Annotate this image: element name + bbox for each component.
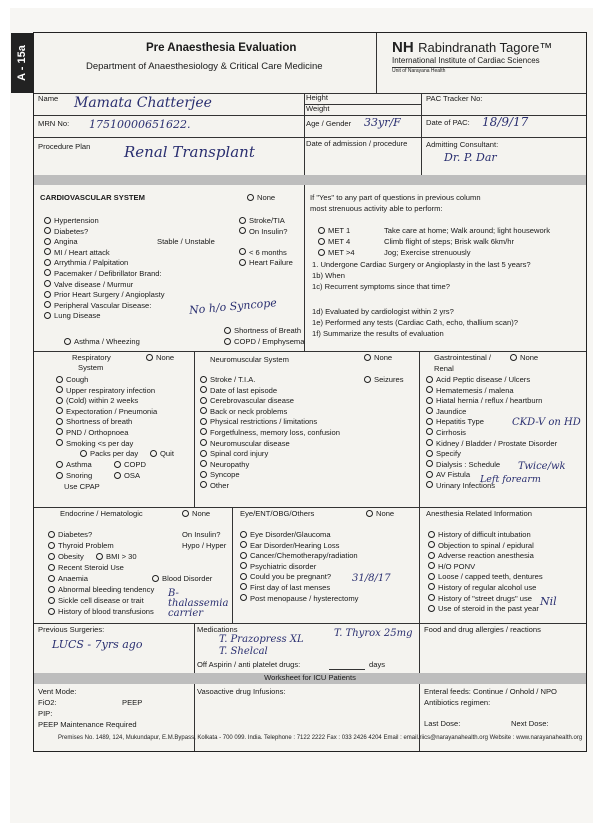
copd: COPD	[114, 460, 146, 471]
cardio-item: Angina	[44, 237, 165, 248]
neuro-item: Neuromuscular disease	[200, 439, 340, 450]
question-1e: 1e) Performed any tests (Cardiac Cath, echo, thallium scan)?	[312, 318, 518, 327]
gastro-item: Jaundice	[426, 407, 557, 418]
respiratory-item: Expectoration / Pneumonia	[56, 407, 157, 418]
fio2: FiO2:	[38, 698, 57, 707]
anaesthesia-item: Objection to spinal / epidural	[428, 541, 543, 552]
sickle-cell: Sickle cell disease or trait	[48, 596, 144, 607]
age-gender-label: Age / Gender	[306, 119, 352, 128]
cardio-item: Diabetes?	[44, 227, 165, 238]
copd-emphysema: COPD / Emphysema	[224, 337, 304, 348]
logo-mark: NH	[392, 39, 414, 56]
age-gender-value: 33yr/F	[364, 116, 401, 129]
questions-intro-1: If "Yes" to any part of questions in previous column	[310, 193, 481, 202]
anaesthesia-item: H/O PONV	[428, 562, 543, 573]
anaesthesia-item: History of regular alcohol use	[428, 583, 543, 594]
department-name: Department of Anaesthesiology & Critical Care Medicine	[86, 61, 323, 72]
respiratory-item: PND / Orthopnoea	[56, 428, 157, 439]
pip: PIP:	[38, 709, 53, 718]
allergies-label: Food and drug allergies / reactions	[424, 625, 541, 634]
obesity: Obesity	[48, 552, 84, 563]
question-1d: 1d) Evaluated by cardiologist within 2 yrs?	[312, 307, 454, 316]
name-label: Name	[38, 94, 59, 103]
last-dose: Last Dose:	[424, 719, 461, 728]
peep: PEEP	[122, 698, 143, 707]
met-gt4: MET >4	[318, 248, 355, 259]
snoring: Snoring	[56, 471, 92, 482]
gastro-item: AV Fistula	[426, 470, 557, 481]
neuro-none: None	[364, 353, 392, 364]
endocrine-diabetes: Diabetes?	[48, 530, 92, 541]
gastro-item: Hiatal hernia / reflux / heartburn	[426, 396, 557, 407]
asthma: Asthma	[56, 460, 92, 471]
next-dose: Next Dose:	[511, 719, 549, 728]
logo-name: Rabindranath Tagore™	[418, 40, 553, 55]
cardio-item: < 6 months	[239, 248, 293, 259]
anaesthesia-list	[428, 530, 543, 615]
blood-disorder: Blood Disorder	[152, 574, 212, 585]
question-1: 1. Undergone Cardiac Surgery or Angioplasty in the last 5 years?	[312, 260, 531, 269]
medication-1: T. Prazopress XL	[219, 634, 304, 645]
section-divider	[34, 175, 586, 185]
hospital-logo	[392, 39, 552, 74]
stable-unstable: Stable / Unstable	[157, 237, 215, 246]
asthma-wheezing: Asthma / Wheezing	[64, 337, 140, 348]
use-cpap: Use CPAP	[64, 482, 100, 491]
mrn-value: 17510000651622.	[89, 118, 191, 131]
bleeding-tendency: Abnormal bleeding tendency	[48, 585, 154, 596]
anaesthesia-item: Adverse reaction anesthesia	[428, 551, 543, 562]
surgeries-value: LUCS - 7yrs ago	[52, 638, 143, 651]
surgeries-label: Previous Surgeries:	[38, 625, 105, 634]
gastro-item: Hematemesis / malena	[426, 386, 557, 397]
eye-item: Post menopause / hysterectomy	[240, 594, 358, 605]
eye-none: None	[366, 509, 394, 520]
respiratory-item: Upper respiratory infection	[56, 386, 157, 397]
anaemia: Anaemia	[48, 574, 88, 585]
consultant-label: Admitting Consultant:	[426, 140, 499, 149]
met4-desc: Climb flight of steps; Brisk walk 6km/hr	[384, 237, 514, 246]
pre-anaesthesia-form	[16, 32, 587, 752]
height-label: Height	[306, 93, 328, 102]
shortness-of-breath: Shortness of Breath	[224, 326, 301, 337]
medications-label: Medications	[197, 625, 238, 634]
patient-name: Mamata Chatterjee	[74, 95, 212, 111]
enteral-feeds: Enteral feeds: Continue / Onhold / NPO	[424, 687, 557, 696]
anaesthesia-item: History of difficult intubation	[428, 530, 543, 541]
anaesthesia-item: Use of steroid in the past year	[428, 604, 543, 615]
procedure-value: Renal Transplant	[124, 143, 255, 161]
mrn-label: MRN No:	[38, 119, 70, 128]
respiratory-title: Respiratory	[72, 353, 111, 362]
met4: MET 4	[318, 237, 350, 248]
gastro-none: None	[510, 353, 538, 364]
cardio-item: Peripheral Vascular Disease:	[44, 301, 165, 312]
cardio-item: On Insulin?	[239, 227, 293, 238]
anaesthesia-title: Anesthesia Related Information	[426, 509, 532, 518]
form-title: Pre Anaesthesia Evaluation	[146, 42, 297, 54]
neuro-item: Spinal cord injury	[200, 449, 340, 460]
question-1b: 1b) When	[312, 271, 345, 280]
cardio-title: CARDIOVASCULAR SYSTEM	[40, 193, 145, 202]
anaesthesia-item: History of "street drugs" use	[428, 594, 543, 605]
antibiotics: Antibiotics regimen:	[424, 698, 491, 707]
hepatitis-note: CKD-V on HD	[512, 417, 581, 428]
gastro-title-2: Renal	[434, 364, 454, 373]
blood-transfusions: History of blood transfusions	[48, 607, 154, 618]
neuro-item: Neuropathy	[200, 460, 340, 471]
hypo-hyper: Hypo / Hyper	[182, 541, 227, 550]
eye-item: First day of last menses	[240, 583, 358, 594]
neuro-item: Back or neck problems	[200, 407, 340, 418]
admission-label: Date of admission / procedure	[306, 139, 408, 148]
quit: Quit	[150, 449, 174, 460]
neuro-item: Physical restrictions / limitations	[200, 417, 340, 428]
vent-mode: Vent Mode:	[38, 687, 77, 696]
question-1c: 1c) Recurrent symptoms since that time?	[312, 282, 451, 291]
cardio-item: Valve disease / Murmur	[44, 280, 165, 291]
osa: OSA	[114, 471, 140, 482]
respiratory-title-2: System	[78, 363, 104, 372]
neuro-item: Other	[200, 481, 340, 492]
endocrine-title: Endocrine / Hematologic	[60, 509, 143, 518]
days-label: days	[369, 660, 386, 669]
logo-subtitle: International Institute of Cardiac Sciences	[392, 56, 540, 65]
form-code: A - 15a	[16, 45, 29, 81]
anaesthesia-item: Loose / capped teeth, dentures	[428, 572, 543, 583]
cardio-none: None	[247, 193, 275, 204]
neuro-item: Stroke / T.I.A.	[200, 375, 340, 386]
medication-2: T. Thyrox 25mg	[334, 628, 413, 639]
eye-item: Could you be pregnant?	[240, 572, 358, 583]
cardio-item: Arrythmia / Palpitation	[44, 258, 165, 269]
gastro-item: Hepatitis Type	[426, 417, 557, 428]
fistula-note: Left forearm	[480, 474, 541, 485]
cardio-note: No h/o Syncope	[188, 296, 278, 317]
neuro-item: Date of last episode	[200, 386, 340, 397]
neuro-title: Neuromuscular System	[210, 355, 289, 364]
respiratory-item: Shortness of breath	[56, 417, 157, 428]
respiratory-list	[56, 375, 157, 449]
pac-date-value: 18/9/17	[482, 115, 529, 129]
respiratory-item: (Cold) within 2 weeks	[56, 396, 157, 407]
questions-intro-2: most strenuous activity able to perform:	[310, 204, 443, 213]
met1-desc: Take care at home; Walk around; light housework	[384, 226, 551, 235]
endocrine-none: None	[182, 509, 210, 520]
medication-3: T. Shelcal	[219, 646, 268, 657]
met1: MET 1	[318, 226, 350, 237]
neuro-item: Syncope	[200, 470, 340, 481]
respiratory-none: None	[146, 353, 174, 364]
steroid-use: Recent Steroid Use	[48, 563, 124, 574]
lmp-note: 31/8/17	[352, 573, 391, 584]
anaesthesia-note: Nil	[540, 595, 557, 608]
packs-per-day: Packs per day	[80, 449, 138, 460]
respiratory-item: Cough	[56, 375, 157, 386]
icu-bar-title: Worksheet for ICU Patients	[264, 673, 356, 682]
neuro-item: Forgetfulness, memory loss, confusion	[200, 428, 340, 439]
gastro-item: Specify	[426, 449, 557, 460]
gastro-item: Cirrhosis	[426, 428, 557, 439]
gastro-title: Gastrointestinal /	[434, 353, 491, 362]
cardio-right-list	[239, 216, 293, 269]
gastro-item: Dialysis : Schedule	[426, 460, 557, 471]
met-gt4-desc: Jog; Exercise strenuously	[384, 248, 471, 257]
eye-item: Eye Disorder/Glaucoma	[240, 530, 358, 541]
respiratory-item: Smoking <s per day	[56, 439, 157, 450]
weight-label: Weight	[306, 104, 330, 113]
cardio-left-list	[44, 216, 165, 322]
endocrine-note: B-thalassemia carrier	[168, 588, 229, 619]
cardio-item: Stroke/TIA	[239, 216, 293, 227]
consultant-value: Dr. P. Dar	[444, 151, 497, 164]
aspirin-label: Off Aspirin / anti platelet drugs:	[197, 660, 301, 669]
cardio-item: Pacemaker / Defibrillator Brand:	[44, 269, 165, 280]
cardio-item: Prior Heart Surgery / Angioplasty	[44, 290, 165, 301]
cardio-item: Lung Disease	[44, 311, 165, 322]
eye-item: Ear Disorder/Hearing Loss	[240, 541, 358, 552]
question-1f: 1f) Summarize the results of evaluation	[312, 329, 444, 338]
gastro-item: Acid Peptic disease / Ulcers	[426, 375, 557, 386]
endocrine-insulin: On Insulin?	[182, 530, 221, 539]
vasoactive-label: Vasoactive drug Infusions:	[197, 687, 286, 696]
gastro-item: Urinary Infections	[426, 481, 557, 492]
eye-title: Eye/ENT/OBG/Others	[240, 509, 315, 518]
cardio-item: Heart Failure	[239, 258, 293, 269]
footer-address: Premises No. 1489, 124, Mukundapur, E.M.Bypass, Kolkata - 700 099. India. Telephone : 7122 2222 Fax : 033 2426 4204 Email : email.riics@narayanahealth.org Website : www.narayanahealth.org	[58, 735, 583, 741]
cardio-item: Hypertension	[44, 216, 165, 227]
eye-item: Psychiatric disorder	[240, 562, 358, 573]
logo-unit: Unit of Narayana Health	[392, 67, 522, 74]
pac-date-label: Date of PAC:	[426, 118, 470, 127]
thyroid-problem: Thyroid Problem	[48, 541, 114, 552]
peep-required: PEEP Maintenance Required	[38, 720, 137, 729]
pac-tracker-label: PAC Tracker No:	[426, 94, 483, 103]
procedure-label: Procedure Plan	[38, 142, 91, 151]
seizures: Seizures	[364, 375, 404, 386]
bmi: BMI > 30	[96, 552, 137, 563]
eye-item: Cancer/Chemotherapy/radiation	[240, 551, 358, 562]
eye-list	[240, 530, 358, 604]
neuro-item: Cerebrovascular disease	[200, 396, 340, 407]
cardio-item: MI / Heart attack	[44, 248, 165, 259]
form-code-tab	[11, 33, 33, 93]
gastro-item: Kidney / Bladder / Prostate Disorder	[426, 439, 557, 450]
neuro-list	[200, 375, 340, 492]
dialysis-note: Twice/wk	[518, 461, 566, 472]
